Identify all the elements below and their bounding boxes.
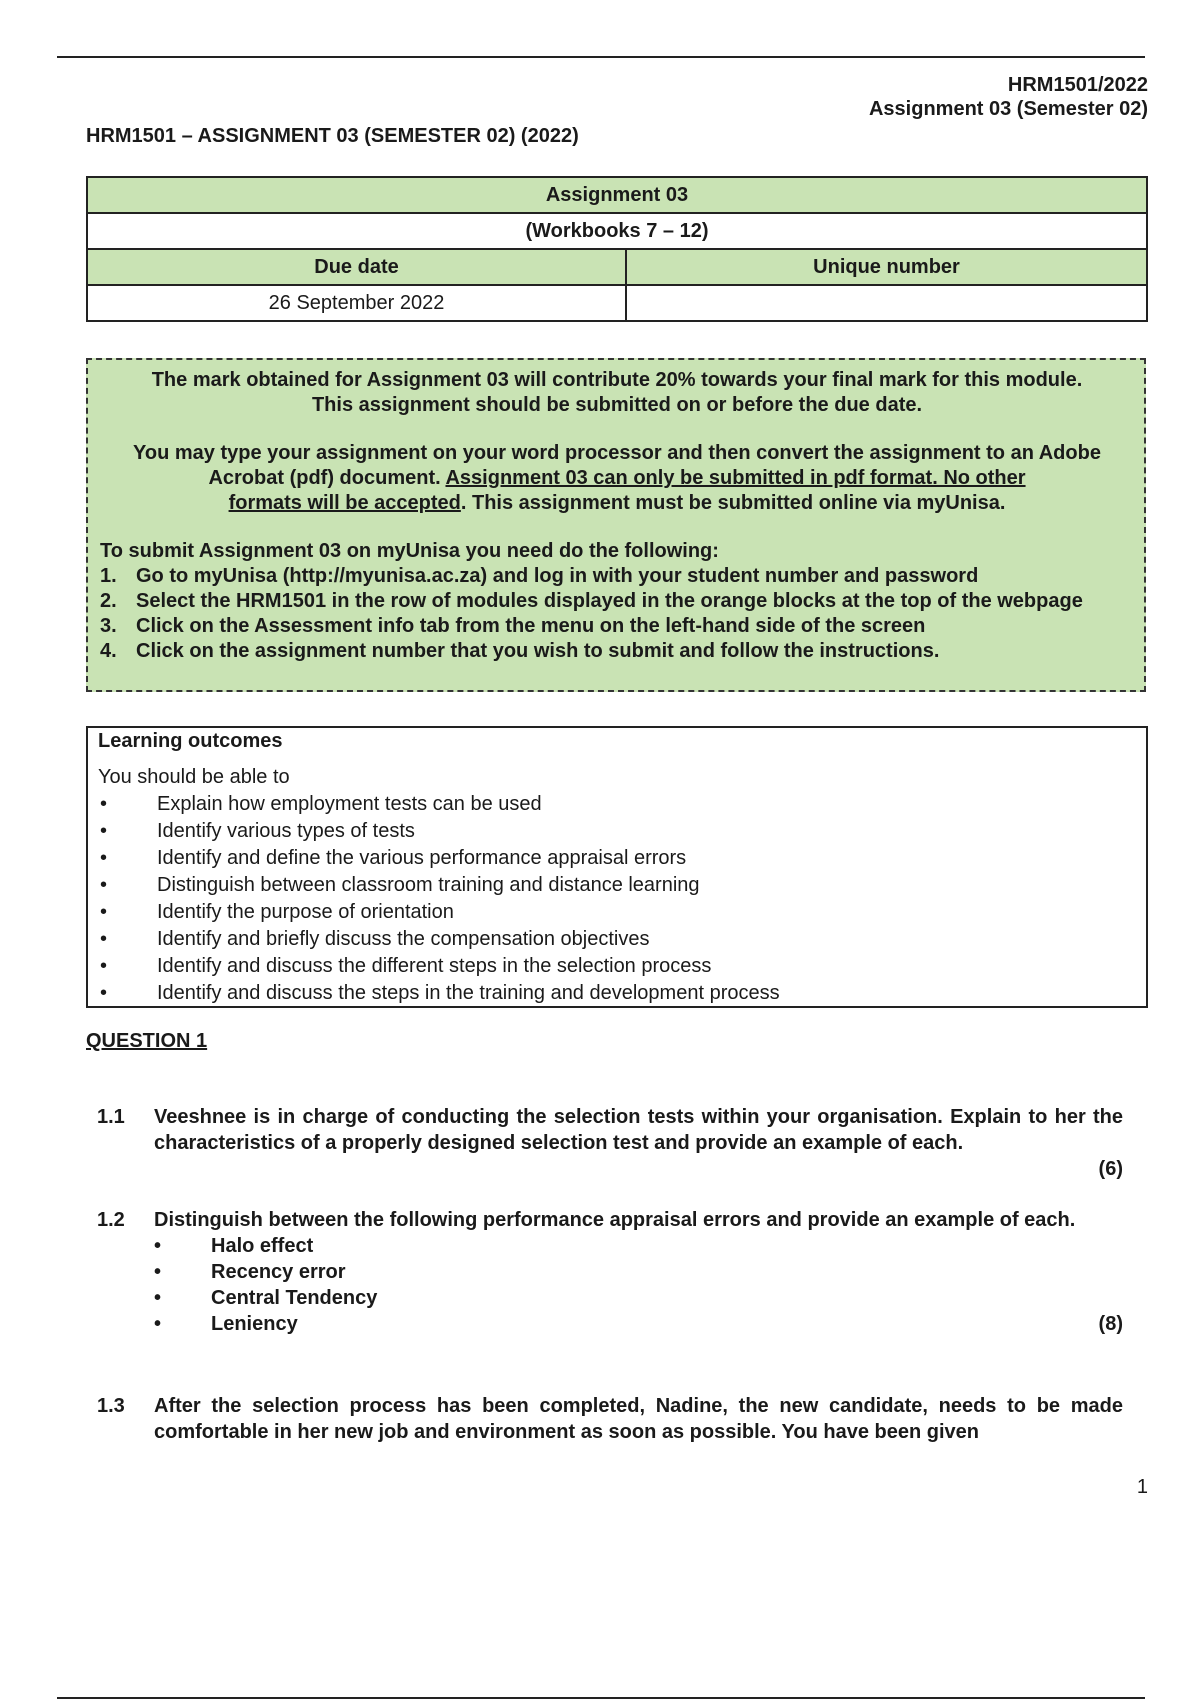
submission-steps [100, 564, 1134, 664]
learning-outcomes-box [86, 726, 1148, 1008]
question-marks: (8) [1098, 1313, 1123, 1335]
question-heading: QUESTION 1 [86, 1030, 208, 1052]
list-item [154, 1285, 1123, 1311]
outcome-text: Identify various types of tests [157, 820, 415, 842]
step-item [100, 614, 1134, 639]
step-number: 1. [100, 565, 117, 587]
list-item [98, 980, 1146, 1007]
page-number: 1 [1136, 1476, 1148, 1498]
learning-outcomes-list [98, 791, 1146, 1007]
step-number: 2. [100, 590, 117, 612]
outcome-text: Distinguish between classroom training and distance learning [157, 874, 700, 896]
question-text: Veeshnee is in charge of conducting the selection tests within your organisation. Explain to her the characteristics of a properly designed selection test and provide an example of each. [154, 1106, 1123, 1154]
question-number: 1.3 [97, 1395, 125, 1417]
question-number: 1.2 [97, 1209, 125, 1231]
step-text: Click on the Assessment info tab from the menu on the left-hand side of the screen [136, 615, 926, 637]
list-item [98, 872, 1146, 899]
notice-format-paragraph [100, 441, 1134, 516]
submission-notice-box [86, 358, 1146, 692]
notice-formats-text: formats will be accepted [228, 492, 461, 514]
list-item [154, 1259, 1123, 1285]
appraisal-errors-list [97, 1233, 1123, 1337]
bullet-icon: • [100, 793, 108, 815]
error-item-text: Recency error [211, 1261, 346, 1283]
workbooks-cell: (Workbooks 7 – 12) [87, 213, 1147, 249]
list-item [98, 818, 1146, 845]
steps-intro: To submit Assignment 03 on myUnisa you need do the following: [100, 540, 719, 562]
bullet-icon: • [100, 874, 108, 896]
outcome-text: Identify the purpose of orientation [157, 901, 454, 923]
list-item [98, 953, 1146, 980]
bullet-icon: • [154, 1235, 162, 1257]
learning-outcomes-intro: You should be able to [98, 766, 290, 788]
bullet-icon: • [154, 1287, 162, 1309]
assignment-title-cell: Assignment 03 [87, 177, 1147, 213]
list-item [98, 845, 1146, 872]
running-header [869, 73, 1148, 121]
list-item [98, 926, 1146, 953]
error-item-text: Leniency [211, 1313, 298, 1335]
notice-format-text: You may type your assignment on your word processor and then convert the assignment to an Adobe Acrobat (pdf) document. [133, 442, 1101, 489]
bullet-icon: • [100, 982, 108, 1004]
notice-online-text: . This assignment must be submitted online via myUnisa. [460, 492, 1006, 514]
step-item [100, 639, 1134, 664]
list-item [154, 1311, 1123, 1337]
learning-outcomes-title: Learning outcomes [98, 730, 283, 752]
bullet-icon: • [100, 928, 108, 950]
bottom-rule [57, 1697, 1145, 1699]
outcome-text: Identify and discuss the steps in the training and development process [157, 982, 780, 1004]
unique-number-value [626, 285, 1147, 321]
outcome-text: Identify and discuss the different steps in the selection process [157, 955, 712, 977]
notice-pdf-only-text: Assignment 03 can only be submitted in pdf format. No other [445, 467, 1026, 489]
error-item-text: Central Tendency [211, 1287, 378, 1309]
step-number: 3. [100, 615, 117, 637]
question-1-1 [97, 1104, 1123, 1182]
step-item [100, 589, 1134, 614]
bullet-icon: • [154, 1261, 162, 1283]
list-item [98, 791, 1146, 818]
bullet-icon: • [154, 1313, 162, 1335]
question-1-2 [97, 1207, 1123, 1337]
bullet-icon: • [100, 820, 108, 842]
bullet-icon: • [100, 847, 108, 869]
step-text: Select the HRM1501 in the row of modules displayed in the orange blocks at the top of the webpage [136, 590, 1083, 612]
due-date-value: 26 September 2022 [87, 285, 626, 321]
question-text: Distinguish between the following performance appraisal errors and provide an example of each. [154, 1209, 1076, 1231]
question-number: 1.1 [97, 1106, 125, 1128]
outcome-text: Identify and define the various performance appraisal errors [157, 847, 687, 869]
due-date-label: Due date [87, 249, 626, 285]
list-item [98, 899, 1146, 926]
step-text: Click on the assignment number that you wish to submit and follow the instructions. [136, 640, 940, 662]
step-item [100, 564, 1134, 589]
outcome-text: Identify and briefly discuss the compensation objectives [157, 928, 650, 950]
module-code-year: HRM1501/2022 [1007, 74, 1148, 96]
top-rule [57, 56, 1145, 58]
document-title: HRM1501 – ASSIGNMENT 03 (SEMESTER 02) (2022) [86, 125, 579, 147]
notice-contribution-line: The mark obtained for Assignment 03 will contribute 20% towards your final mark for this module. [151, 369, 1083, 391]
assignment-semester: Assignment 03 (Semester 02) [868, 98, 1148, 120]
bullet-icon: • [100, 901, 108, 923]
notice-due-line: This assignment should be submitted on or before the due date. [311, 394, 923, 416]
bullet-icon: • [100, 955, 108, 977]
unique-number-label: Unique number [626, 249, 1147, 285]
outcome-text: Explain how employment tests can be used [157, 793, 542, 815]
assignment-info-table [86, 176, 1148, 322]
question-text: After the selection process has been completed, Nadine, the new candidate, needs to be made comfortable in her new job and environment as soon as possible. You have been given [154, 1395, 1123, 1443]
question-marks: (6) [1098, 1158, 1123, 1180]
list-item [154, 1233, 1123, 1259]
step-text: Go to myUnisa (http://myunisa.ac.za) and log in with your student number and password [136, 565, 979, 587]
step-number: 4. [100, 640, 117, 662]
question-1-3 [97, 1393, 1123, 1445]
error-item-text: Halo effect [211, 1235, 314, 1257]
